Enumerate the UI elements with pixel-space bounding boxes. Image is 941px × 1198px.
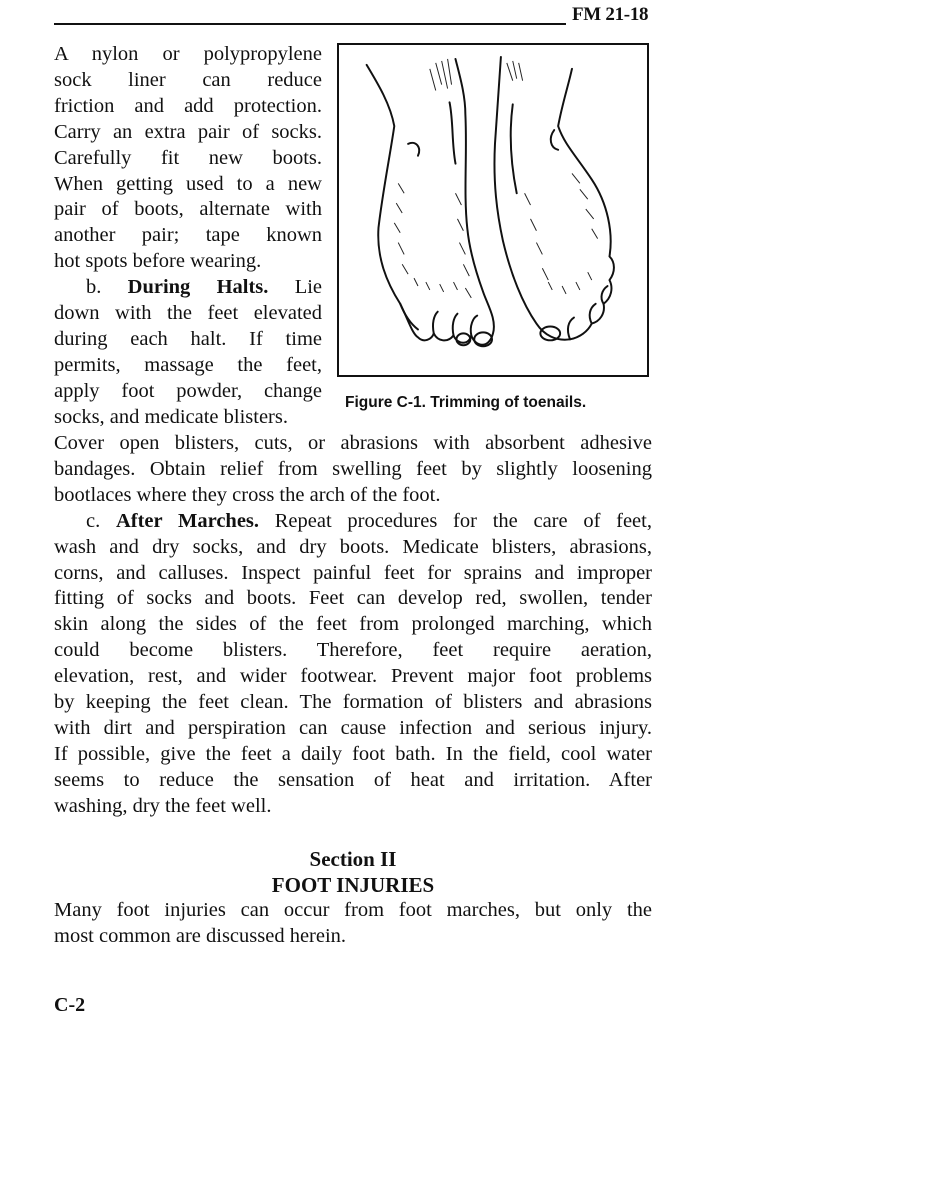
text-line: with dirt and perspiration can cause infection and serious injury. bbox=[54, 716, 652, 739]
section-intro bbox=[54, 898, 652, 950]
halts-label: b. bbox=[86, 276, 102, 299]
halts-heading-line bbox=[54, 275, 322, 301]
feet-illustration bbox=[339, 45, 647, 375]
body-paragraphs bbox=[54, 431, 652, 820]
text-line: during each halt. If time bbox=[54, 327, 322, 350]
text-line: most common are discussed herein. bbox=[54, 924, 347, 947]
halts-heading: During Halts. bbox=[127, 276, 269, 299]
marches-first-rest: Repeat procedures for the care of feet, bbox=[274, 509, 652, 532]
text-line: skin along the sides of the feet from prolonged marching, which bbox=[54, 613, 652, 636]
text-line: When getting used to a new bbox=[54, 172, 322, 195]
text-line: by keeping the feet clean. The formation of blisters and abrasions bbox=[54, 691, 652, 714]
text-line: elevation, rest, and wider footwear. Prevent major foot problems bbox=[54, 665, 652, 688]
text-line: seems to reduce the sensation of heat and irritation. After bbox=[54, 768, 652, 791]
text-line: apply foot powder, change bbox=[54, 379, 322, 402]
text-line: Carry an extra pair of socks. bbox=[54, 120, 322, 143]
text-line: down with the feet elevated bbox=[54, 302, 322, 325]
header-code: FM 21-18 bbox=[572, 4, 649, 25]
text-line: Many foot injuries can occur from foot marches, but only the bbox=[54, 899, 652, 921]
figure-frame bbox=[337, 43, 649, 377]
marches-heading-line bbox=[54, 509, 652, 535]
text-line: pair of boots, alternate with bbox=[54, 198, 322, 221]
header-rule bbox=[54, 23, 566, 25]
figure-caption: Figure C-1. Trimming of toenails. bbox=[345, 394, 587, 411]
text-line: washing, dry the feet well. bbox=[54, 794, 272, 817]
halts-first-rest: Lie bbox=[294, 276, 323, 299]
text-line: Cover open blisters, cuts, or abrasions with absorbent adhesive bbox=[54, 432, 652, 454]
page-number: C-2 bbox=[54, 994, 86, 1016]
text-line: If possible, give the feet a daily foot bath. In the field, cool water bbox=[54, 742, 652, 765]
text-line: fitting of socks and boots. Feet can develop red, swollen, tender bbox=[54, 587, 652, 610]
marches-label: c. bbox=[86, 509, 101, 532]
text-line: A nylon or polypropylene bbox=[54, 43, 322, 65]
section-heading bbox=[54, 846, 652, 898]
text-line: bandages. Obtain relief from swelling feet by slightly loosening bbox=[54, 457, 652, 480]
text-line: hot spots before wearing. bbox=[54, 250, 262, 273]
section-number: Section II bbox=[309, 847, 397, 871]
wrapped-paragraph bbox=[54, 42, 322, 431]
text-line: corns, and calluses. Inspect painful feet for sprains and improper bbox=[54, 561, 652, 584]
text-line: socks, and medicate blisters. bbox=[54, 405, 288, 428]
text-line: wash and dry socks, and dry boots. Medicate blisters, abrasions, bbox=[54, 535, 652, 558]
marches-heading: After Marches. bbox=[115, 509, 260, 532]
text-line: friction and add protection. bbox=[54, 94, 322, 117]
text-line: could become blisters. Therefore, feet require aeration, bbox=[54, 639, 652, 662]
text-line: sock liner can reduce bbox=[54, 68, 322, 91]
text-line: another pair; tape known bbox=[54, 224, 322, 247]
text-line: Carefully fit new boots. bbox=[54, 146, 322, 169]
text-line: permits, massage the feet, bbox=[54, 353, 322, 376]
section-title: FOOT INJURIES bbox=[271, 873, 435, 897]
text-line: bootlaces where they cross the arch of the foot. bbox=[54, 483, 441, 506]
